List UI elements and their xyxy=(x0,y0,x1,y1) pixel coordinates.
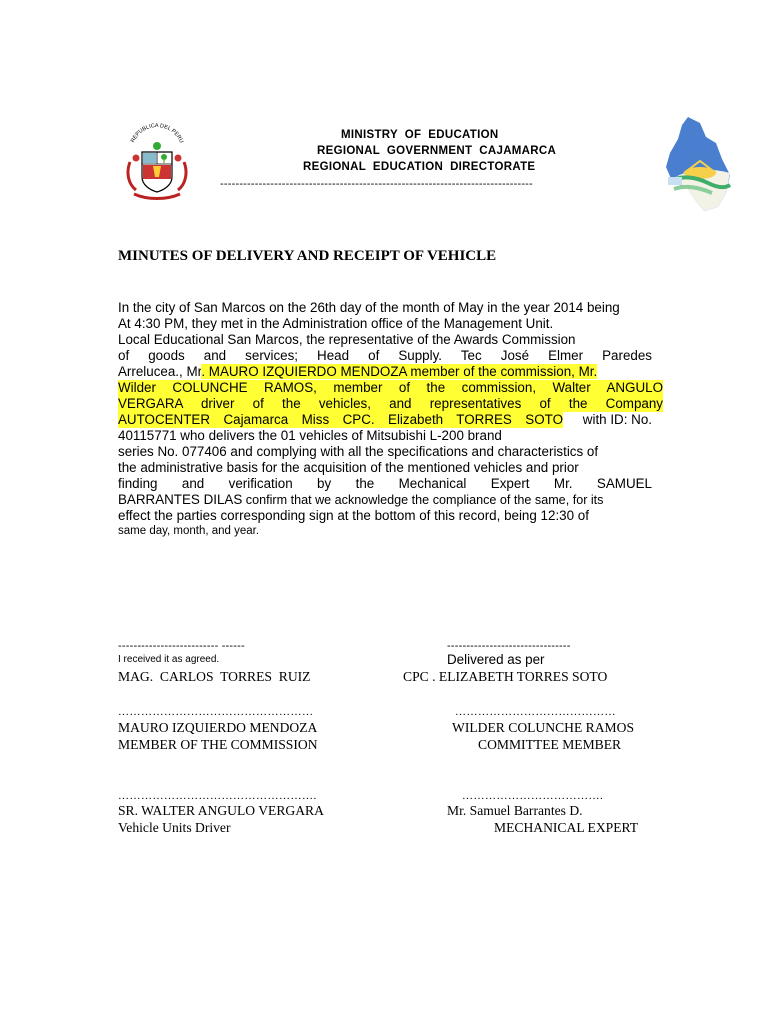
paragraph-line: effect the parties corresponding sign at the bottom of this record, being 12:30 of xyxy=(118,508,589,523)
signatory-name: CPC . ELIZABETH TORRES SOTO xyxy=(403,669,608,684)
paragraph-line xyxy=(118,364,652,380)
paragraph-text: Arrelucea., Mr xyxy=(118,364,202,379)
signature-dots-right: ………………………………. xyxy=(462,790,604,802)
highlighted-line: VERGARA driver of the vehicles, and representatives of the Company xyxy=(118,396,663,411)
signatory-role: MEMBER OF THE COMMISSION xyxy=(118,737,318,752)
peru-coat-of-arms-icon xyxy=(122,122,192,202)
paragraph-line xyxy=(118,492,652,508)
paragraph-line xyxy=(118,412,652,428)
paragraph-line: of goods and services; Head of Supply. Tec José Elmer Paredes xyxy=(118,348,652,363)
paragraph-line: 40115771 who delivers the 01 vehicles of Mitsubishi L-200 brand xyxy=(118,428,502,443)
signatory-name: Mr. Samuel Barrantes D. xyxy=(447,803,583,818)
paragraph-text: BARRANTES DILAS xyxy=(118,492,243,507)
paragraph-line: the administrative basis for the acquisition of the mentioned vehicles and prior xyxy=(118,460,579,475)
paragraph-text: confirm that we acknowledge the compliance of the same, for its xyxy=(242,493,604,507)
signatory-name: SR. WALTER ANGULO VERGARA xyxy=(118,803,324,818)
highlighted-text: . MAURO IZQUIERDO MENDOZA member of the commission, Mr. xyxy=(201,364,598,379)
received-note: I received it as agreed. xyxy=(118,654,220,665)
svg-text:REPUBLICA DEL PERU: REPUBLICA DEL PERU xyxy=(130,122,185,145)
signatory-role: Vehicle Units Driver xyxy=(118,820,231,835)
paragraph-line: same day, month, and year. xyxy=(118,525,260,537)
highlighted-line: Wilder COLUNCHE RAMOS, member of the commission, Walter ANGULO xyxy=(118,380,663,395)
signatory-name: MAURO IZQUIERDO MENDOZA xyxy=(118,720,318,735)
header-rule: --------------------------------------------------------------------------------- xyxy=(220,178,533,190)
header-directorate: REGIONAL EDUCATION DIRECTORATE xyxy=(303,161,536,173)
paragraph-line: Local Educational San Marcos, the representative of the Awards Commission xyxy=(118,332,576,347)
paragraph-text: with ID: No. xyxy=(582,412,652,427)
paragraph-line: finding and verification by the Mechanical Expert Mr. SAMUEL xyxy=(118,476,652,491)
document-title: MINUTES OF DELIVERY AND RECEIPT OF VEHICLE xyxy=(118,248,497,264)
signatory-role: COMMITTEE MEMBER xyxy=(478,737,622,752)
delivered-note: Delivered as per xyxy=(447,652,545,667)
header-ministry: MINISTRY OF EDUCATION xyxy=(341,129,499,141)
highlighted-text: AUTOCENTER Cajamarca Miss CPC. Elizabeth TORRES SOTO xyxy=(118,412,563,427)
paragraph-line: series No. 077406 and complying with all the specifications and characteristics of xyxy=(118,444,599,459)
header-regional-government: REGIONAL GOVERNMENT CAJAMARCA xyxy=(317,145,557,157)
paragraph-line: In the city of San Marcos on the 26th day of the month of May in the year 2014 being xyxy=(118,300,620,315)
signatory-role: MECHANICAL EXPERT xyxy=(494,820,639,835)
signature-dots-right: …………………………………… xyxy=(455,706,616,718)
signature-dots-left: …………………………………………… xyxy=(118,706,314,718)
signature-line-left: -------------------------- ------ xyxy=(118,640,245,652)
signature-line-right: -------------------------------- xyxy=(447,640,571,652)
body-paragraph xyxy=(118,300,663,538)
signatory-name: WILDER COLUNCHE RAMOS xyxy=(452,720,635,735)
signature-dots-left: ……………………………………………. xyxy=(118,790,317,802)
signatory-name: MAG. CARLOS TORRES RUIZ xyxy=(118,669,311,684)
paragraph-line: At 4:30 PM, they met in the Administration office of the Management Unit. xyxy=(118,316,554,331)
cajamarca-region-logo-icon xyxy=(660,115,740,213)
